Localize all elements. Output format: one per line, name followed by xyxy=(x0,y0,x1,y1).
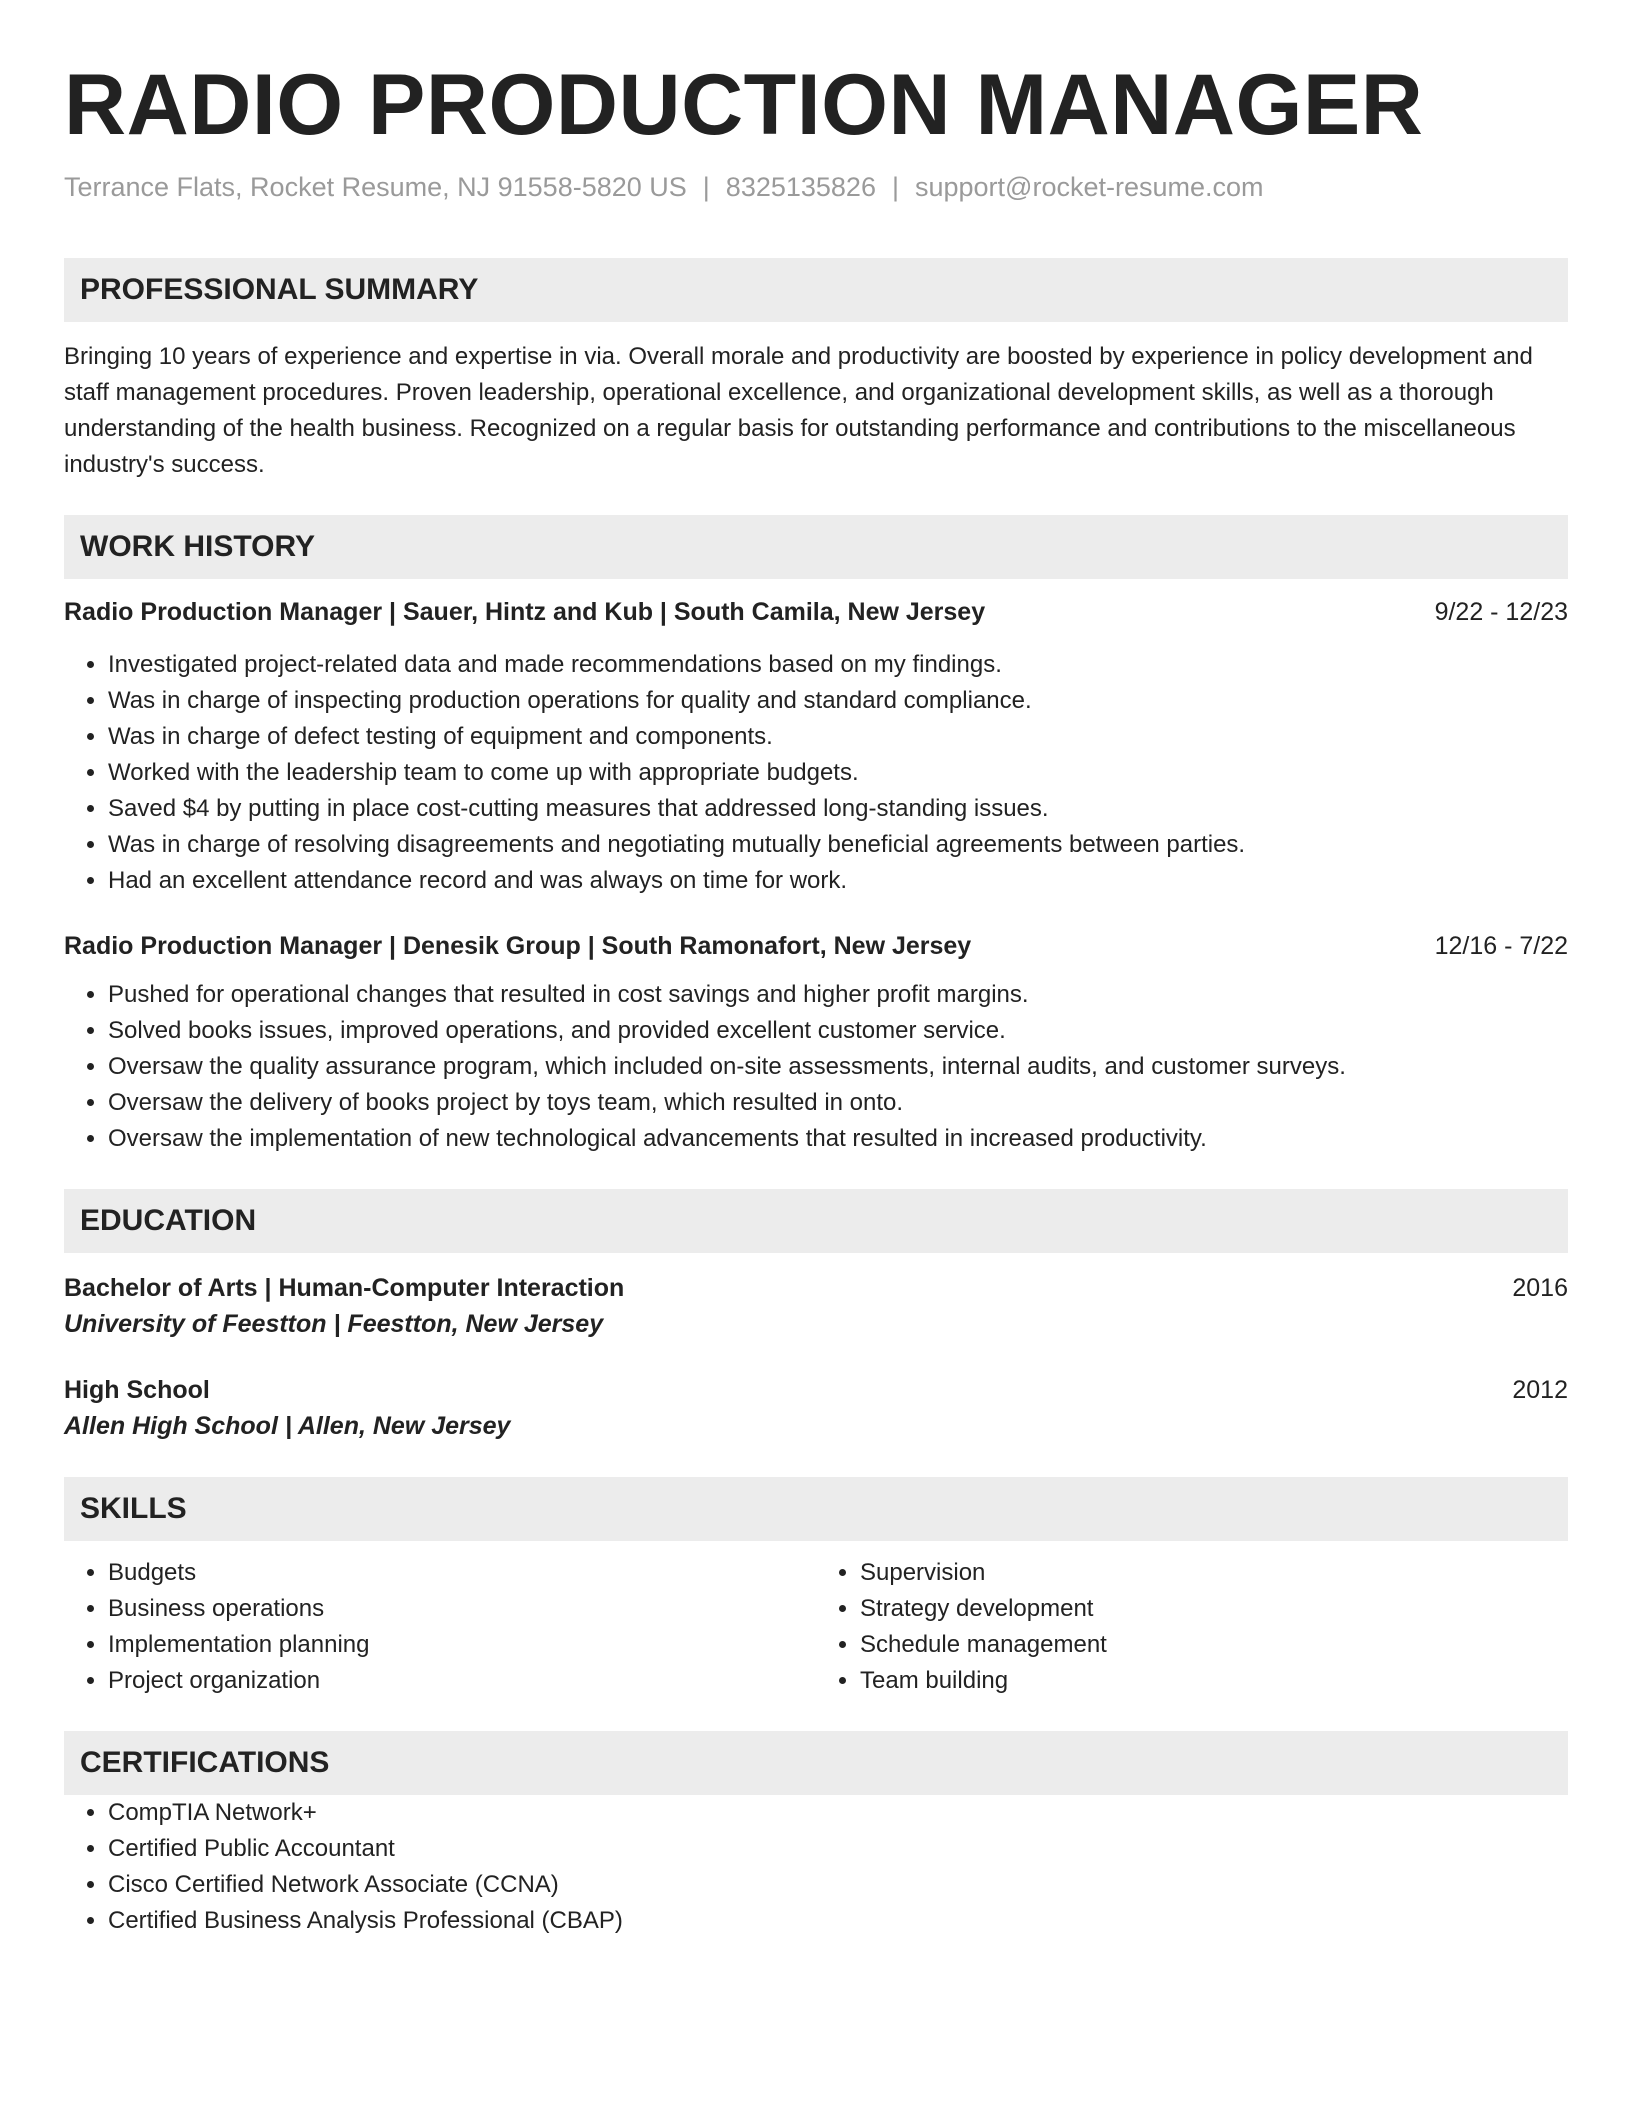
education-header xyxy=(64,1271,1568,1305)
list-item: • Was in charge of defect testing of equipment and components. xyxy=(108,719,1568,755)
job-bullets xyxy=(64,647,1568,899)
candidate-title: RADIO PRODUCTION MANAGER xyxy=(64,57,1424,153)
contact-address: Terrance Flats, Rocket Resume, NJ 91558-5820 US xyxy=(64,172,687,202)
graduation-year: 2016 xyxy=(1512,1274,1568,1302)
list-item: • Certified Public Accountant xyxy=(108,1831,1568,1867)
graduation-year: 2012 xyxy=(1512,1376,1568,1404)
job-header xyxy=(64,929,1568,963)
job-title: Radio Production Manager | Denesik Group | South Ramonafort, New Jersey xyxy=(64,932,972,960)
job-dates: 9/22 - 12/23 xyxy=(1434,598,1568,626)
list-item: • Implementation planning xyxy=(108,1627,816,1663)
job-entry xyxy=(64,929,1568,1157)
job-entry xyxy=(64,595,1568,899)
list-item: • Team building xyxy=(860,1663,1568,1699)
list-item: • Business operations xyxy=(108,1591,816,1627)
section-heading-skills: SKILLS xyxy=(64,1477,1568,1541)
section-heading-summary: PROFESSIONAL SUMMARY xyxy=(64,258,1568,322)
education-entry xyxy=(64,1271,1568,1343)
summary-text: Bringing 10 years of experience and expertise in via. Overall morale and productivity are boosted by experience in policy development and staff management procedures. Proven leadership, operational excellence, and organizational development skills, as well as a thorough understanding of the health business. Recognized on a regular basis for outstanding performance and contributions to the miscellaneous industry's success. xyxy=(64,343,1533,478)
list-item: • Solved books issues, improved operations, and provided excellent customer service. xyxy=(108,1013,1568,1049)
list-item: • Oversaw the implementation of new technological advancements that resulted in increased productivity. xyxy=(108,1121,1568,1157)
education-header xyxy=(64,1373,1568,1407)
education-entry xyxy=(64,1373,1568,1445)
list-item: • Saved $4 by putting in place cost-cutting measures that addressed long-standing issues. xyxy=(108,791,1568,827)
job-title: Radio Production Manager | Sauer, Hintz and Kub | South Camila, New Jersey xyxy=(64,598,986,626)
list-item: • Had an excellent attendance record and was always on time for work. xyxy=(108,863,1568,899)
degree: Bachelor of Arts | Human-Computer Interaction xyxy=(64,1274,625,1302)
section-heading-work-history: WORK HISTORY xyxy=(64,515,1568,579)
contact-separator: | xyxy=(702,172,710,202)
certifications-list xyxy=(64,1795,1568,1939)
list-item: • Investigated project-related data and made recommendations based on my findings. xyxy=(108,647,1568,683)
list-item: • Pushed for operational changes that resulted in cost savings and higher profit margins. xyxy=(108,977,1568,1013)
section-heading-education: EDUCATION xyxy=(64,1189,1568,1253)
list-item: • Was in charge of inspecting production operations for quality and standard compliance. xyxy=(108,683,1568,719)
contact-line xyxy=(64,170,1568,204)
list-item: • Oversaw the quality assurance program, which included on-site assessments, internal audits, and customer surveys. xyxy=(108,1049,1568,1085)
section-heading-certifications: CERTIFICATIONS xyxy=(64,1731,1568,1795)
school: University of Feestton | Feestton, New Jersey xyxy=(64,1310,604,1338)
list-item: • Supervision xyxy=(860,1555,1568,1591)
contact-separator: | xyxy=(891,172,899,202)
list-item: • Certified Business Analysis Professional (CBAP) xyxy=(108,1903,1568,1939)
skills-grid xyxy=(64,1555,1568,1699)
job-dates: 12/16 - 7/22 xyxy=(1434,932,1568,960)
list-item: • Worked with the leadership team to come up with appropriate budgets. xyxy=(108,755,1568,791)
resume-page xyxy=(64,0,1568,1939)
list-item: • Was in charge of resolving disagreements and negotiating mutually beneficial agreements between parties. xyxy=(108,827,1568,863)
job-header xyxy=(64,595,1568,629)
list-item: • Project organization xyxy=(108,1663,816,1699)
list-item: • CompTIA Network+ xyxy=(108,1795,1568,1831)
list-item: • Budgets xyxy=(108,1555,816,1591)
job-bullets xyxy=(64,977,1568,1157)
contact-phone: 8325135826 xyxy=(725,172,876,202)
list-item: • Strategy development xyxy=(860,1591,1568,1627)
school: Allen High School | Allen, New Jersey xyxy=(64,1412,511,1440)
list-item: • Schedule management xyxy=(860,1627,1568,1663)
list-item: • Cisco Certified Network Associate (CCNA) xyxy=(108,1867,1568,1903)
skills-column-left xyxy=(64,1555,816,1699)
contact-email: support@rocket-resume.com xyxy=(914,172,1264,202)
list-item: • Oversaw the delivery of books project by toys team, which resulted in onto. xyxy=(108,1085,1568,1121)
degree: High School xyxy=(64,1376,210,1404)
skills-column-right xyxy=(816,1555,1568,1699)
